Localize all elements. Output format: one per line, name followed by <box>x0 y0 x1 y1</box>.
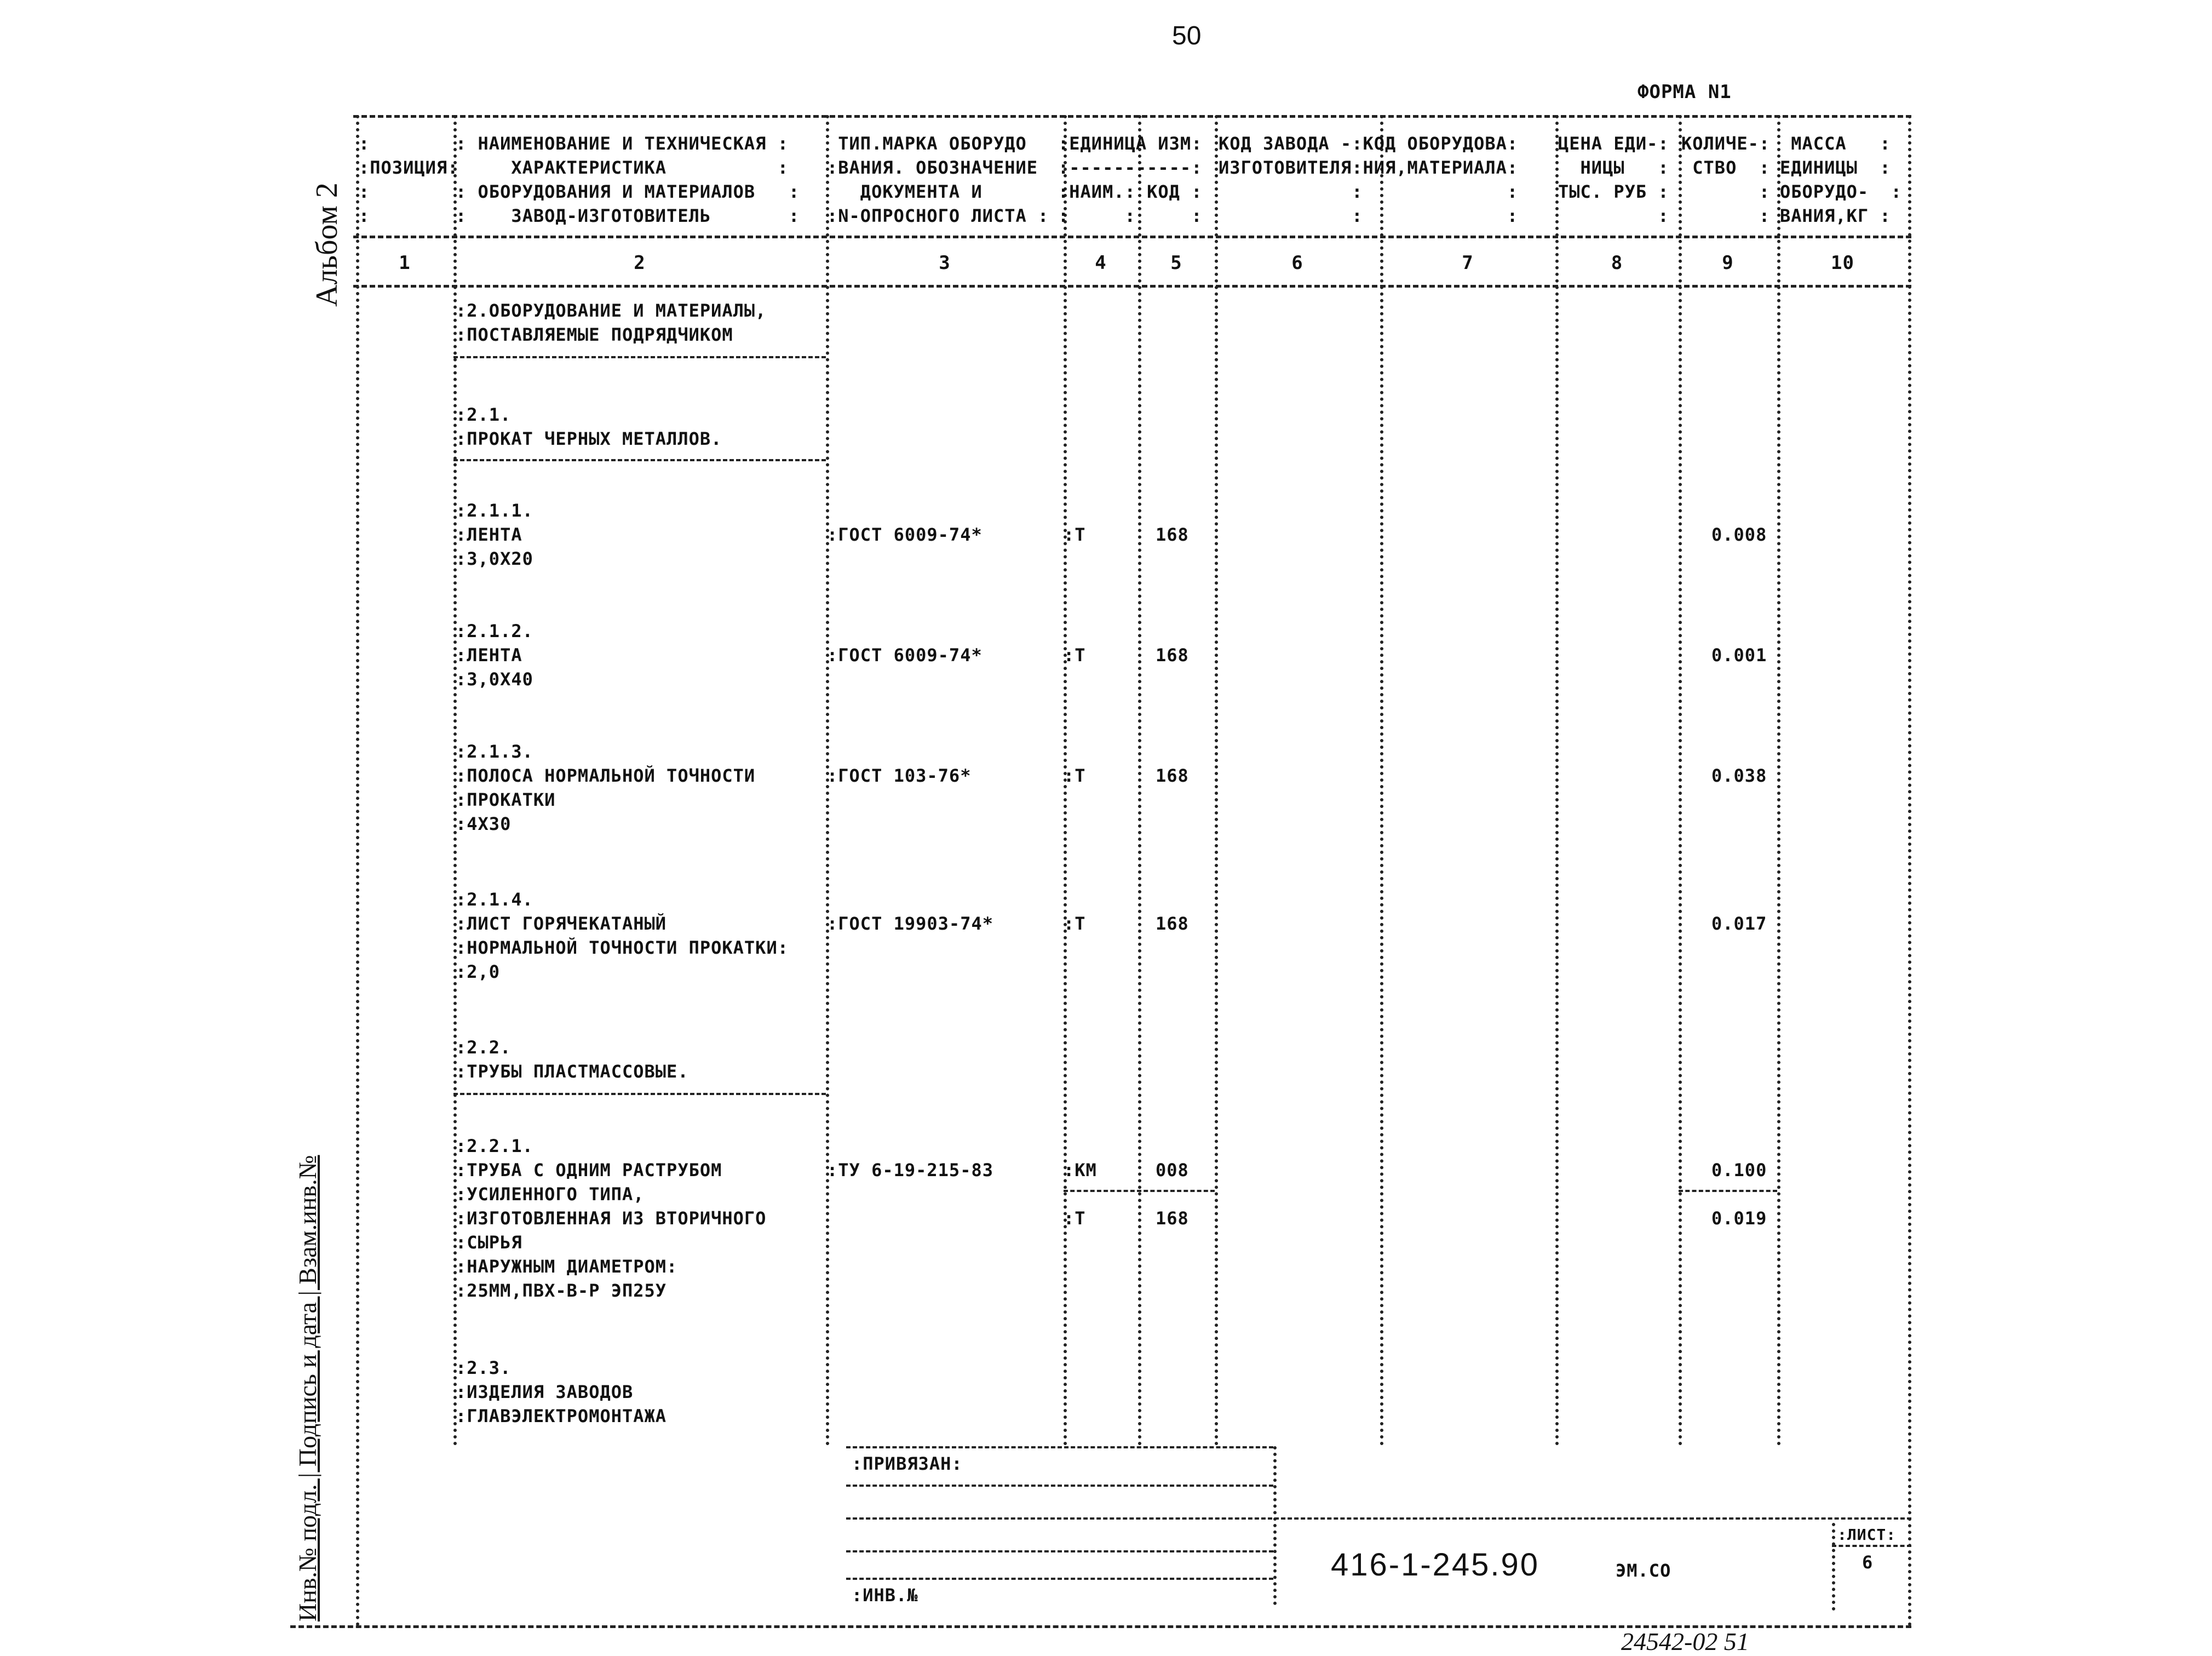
col-border-left <box>356 115 359 1627</box>
row-doc: :ГОСТ 6009-74* <box>827 645 983 666</box>
row-doc: :ГОСТ 103-76* <box>827 765 972 786</box>
row-unit: :Т <box>1064 645 1086 666</box>
section-separator <box>453 459 826 461</box>
col-border-7 <box>1555 115 1559 1446</box>
col-border-5 <box>1215 115 1218 1446</box>
col-num-8: 8 <box>1611 252 1623 274</box>
stamp-inventory: :ИНВ.№ <box>852 1585 918 1606</box>
header-codes: КОД ЗАВОДА -:КОД ОБОРУДОВА: ИЗГОТОВИТЕЛЯ:НИЯ,МАТЕРИАЛА: : : : : <box>1219 133 1519 226</box>
stamp-line <box>846 1578 1273 1580</box>
stamp-line <box>846 1517 1911 1520</box>
row-name: :2.2. :ТРУБЫ ПЛАСТМАССОВЫЕ. <box>456 1037 689 1082</box>
row-name: :2.2.1. :ТРУБА С ОДНИМ РАСТРУБОМ :УСИЛЕННОГО ТИПА, :ИЗГОТОВЛЕННАЯ ИЗ ВТОРИЧНОГО :СЫРЬЯ :НАРУЖНЫМ ДИАМЕТРОМ: :25ММ,ПВХ-В-Р ЭП25У <box>456 1136 767 1301</box>
col-num-9: 9 <box>1722 252 1734 274</box>
row-unit-secondary: :Т <box>1064 1208 1086 1229</box>
row-doc: :ТУ 6-19-215-83 <box>827 1160 993 1181</box>
row-name: :2.1.3. :ПОЛОСА НОРМАЛЬНОЙ ТОЧНОСТИ :ПРОКАТКИ :4Х30 <box>456 741 756 834</box>
stamp-document-code: 416-1-245.90 <box>1331 1547 1540 1583</box>
header-mass: МАССА : ЕДИНИЦЫ : ОБОРУДО- : ВАНИЯ,КГ : <box>1780 133 1902 226</box>
row-doc: :ГОСТ 19903-74* <box>827 913 993 934</box>
qty-subseparator <box>1679 1190 1777 1192</box>
footer-handwritten-number: 24542-02 51 <box>1621 1628 1749 1655</box>
stamp-sheet-label: :ЛИСТ: <box>1837 1526 1897 1544</box>
form-label: ФОРМА N1 <box>1638 81 1732 103</box>
stamp-privyazan: :ПРИВЯЗАН: <box>852 1453 963 1474</box>
col-num-3: 3 <box>939 252 951 274</box>
row-quantity: 0.017 <box>1711 913 1767 934</box>
page-number: 50 <box>1172 21 1202 50</box>
row-unit: :Т <box>1064 765 1086 786</box>
row-unit: :Т <box>1064 524 1086 545</box>
col-num-10: 10 <box>1831 252 1854 274</box>
header-type-mark: ТИП.МАРКА ОБОРУДО :ВАНИЯ. ОБОЗНАЧЕНИЕ ДОКУМЕНТА И :N-ОПРОСНОГО ЛИСТА : <box>827 133 1049 226</box>
col-num-4: 4 <box>1095 252 1107 274</box>
header-quantity: КОЛИЧЕ-: СТВО : : : <box>1681 133 1771 226</box>
row-quantity: 0.100 <box>1711 1160 1767 1181</box>
inventory-sign-label: Инв.№ подл. | Подпись и дата | Взам.инв.№ <box>294 1155 321 1621</box>
col-border-9 <box>1777 115 1780 1446</box>
stamp-line <box>846 1485 1273 1487</box>
col-num-2: 2 <box>634 252 646 274</box>
unit-subseparator <box>1064 1190 1215 1192</box>
col-border-right <box>1908 115 1911 1627</box>
col-num-6: 6 <box>1291 252 1303 274</box>
row-code: 168 <box>1156 913 1189 934</box>
header-price: ЦЕНА ЕДИ-: НИЦЫ : ТЫС. РУБ : : <box>1558 133 1669 226</box>
row-quantity: 0.038 <box>1711 765 1767 786</box>
row-doc: :ГОСТ 6009-74* <box>827 524 983 545</box>
row-name: :2.1.1. :ЛЕНТА :3,0Х20 <box>456 500 533 569</box>
col-border-4 <box>1138 115 1141 1446</box>
row-unit: :Т <box>1064 913 1086 934</box>
col-border-8 <box>1679 115 1682 1446</box>
section-separator <box>453 1093 826 1095</box>
stamp-line <box>846 1446 1273 1448</box>
header-position: : :ПОЗИЦИЯ: : : <box>359 133 459 226</box>
row-quantity-secondary: 0.019 <box>1711 1208 1767 1229</box>
table-top-border <box>353 115 1911 118</box>
row-name: :2.1. :ПРОКАТ ЧЕРНЫХ МЕТАЛЛОВ. <box>456 404 722 449</box>
row-name: :2.1.4. :ЛИСТ ГОРЯЧЕКАТАНЫЙ :НОРМАЛЬНОЙ ТОЧНОСТИ ПРОКАТКИ: :2,0 <box>456 889 789 982</box>
row-name: :2.3. :ИЗДЕЛИЯ ЗАВОДОВ :ГЛАВЭЛЕКТРОМОНТАЖА <box>456 1357 667 1426</box>
column-number-border <box>353 285 1911 288</box>
album-label: Альбом 2 <box>310 182 344 307</box>
stamp-divider <box>1273 1446 1277 1605</box>
row-quantity: 0.001 <box>1711 645 1767 666</box>
section-separator <box>453 356 826 358</box>
row-code: 168 <box>1156 765 1189 786</box>
header-name: : НАИМЕНОВАНИЕ И ТЕХНИЧЕСКАЯ : ХАРАКТЕРИСТИКА : : ОБОРУДОВАНИЯ И МАТЕРИАЛОВ : : ЗАВОД-ИЗГОТОВИТЕЛЬ : <box>456 133 800 226</box>
stamp-line <box>846 1550 1273 1552</box>
stamp-section: ЭМ.СО <box>1616 1560 1671 1581</box>
stamp-divider <box>1832 1523 1835 1611</box>
row-quantity: 0.008 <box>1711 524 1767 545</box>
row-code-secondary: 168 <box>1156 1208 1189 1229</box>
row-unit: :КМ <box>1064 1160 1097 1181</box>
stamp-sheet-number: 6 <box>1862 1552 1874 1573</box>
header-bottom-border <box>353 236 1911 238</box>
header-unit: :ЕДИНИЦА ИЗМ: :-----------: :НАИМ.: КОД : : : : <box>1058 133 1203 226</box>
row-code: 008 <box>1156 1160 1189 1181</box>
row-code: 168 <box>1156 645 1189 666</box>
row-code: 168 <box>1156 524 1189 545</box>
col-border-6 <box>1380 115 1383 1446</box>
col-num-1: 1 <box>399 252 411 274</box>
col-num-5: 5 <box>1170 252 1182 274</box>
row-name: :2.ОБОРУДОВАНИЕ И МАТЕРИАЛЫ, :ПОСТАВЛЯЕМЫЕ ПОДРЯДЧИКОМ <box>456 300 767 345</box>
row-name: :2.1.2. :ЛЕНТА :3,0Х40 <box>456 621 533 690</box>
col-num-7: 7 <box>1462 252 1474 274</box>
